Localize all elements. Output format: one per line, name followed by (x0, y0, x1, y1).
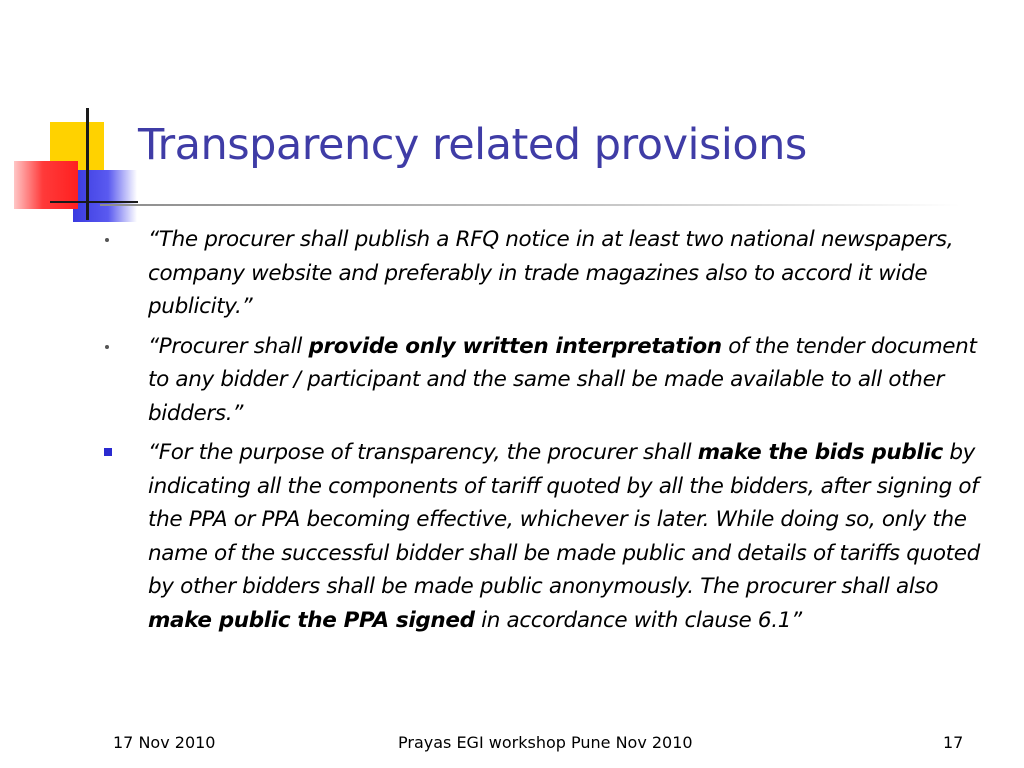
decorative-logo (0, 100, 140, 230)
bullet-segment-bold: make the bids public (697, 440, 943, 465)
bullet-segment: “Procurer shall (148, 333, 309, 359)
bullet-dot-icon (105, 345, 109, 349)
title-divider (100, 204, 960, 206)
bullet-segment: by indicating all the components of tariff quoted by all the bidders, after signing of the PPA or PPA becoming effective, whichever is later. While doing so, only the name of the successful bidder shall be made public and details of tariffs quoted by other bidders shall be made public anonymously. The procurer shall also (148, 440, 980, 599)
bullet-text (148, 330, 982, 431)
bullet-item (102, 436, 982, 637)
logo-vertical-line (86, 108, 89, 220)
bullet-square-icon (104, 448, 112, 456)
logo-blue-square (73, 170, 137, 222)
footer-date: 17 Nov 2010 (113, 733, 216, 752)
bullet-item (102, 223, 982, 324)
bullet-segment-bold: provide only written interpretation (308, 333, 722, 359)
logo-horizontal-line (50, 201, 138, 203)
bullet-text (148, 223, 982, 324)
bullet-list (102, 223, 982, 643)
bullet-item (102, 330, 982, 431)
bullet-segment-bold: make public the PPA signed (148, 607, 475, 633)
bullet-segment: “The procurer shall publish a RFQ notice in at least two national newspapers, company website and preferably in trade magazines also to accord it wide publicity.” (148, 227, 954, 319)
bullet-text (148, 436, 982, 637)
bullet-segment: in accordance with clause 6.1” (474, 607, 802, 633)
bullet-segment: of the tender document to any bidder / participant and the same shall be made available to all other bidders.” (148, 333, 977, 426)
slide-title: Transparency related provisions (138, 120, 807, 170)
page-number: 17 (943, 733, 964, 752)
bullet-dot-icon (105, 238, 109, 242)
bullet-segment: “For the purpose of transparency, the procurer shall (148, 440, 698, 465)
footer-event: Prayas EGI workshop Pune Nov 2010 (398, 733, 693, 752)
